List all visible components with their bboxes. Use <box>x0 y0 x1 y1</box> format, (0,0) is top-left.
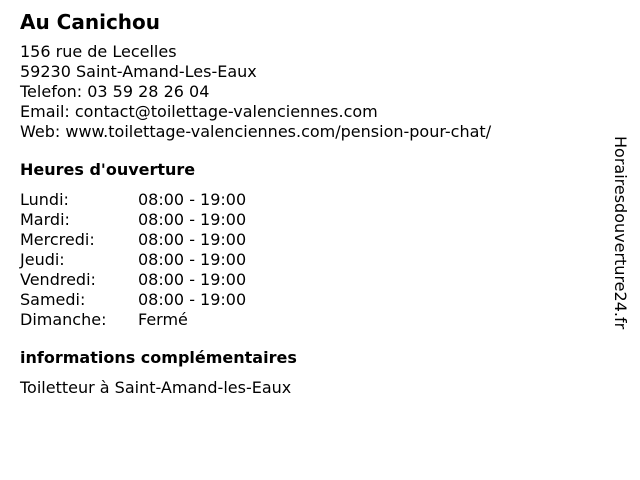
hours-value: 08:00 - 19:00 <box>138 290 247 309</box>
day-label: Jeudi: <box>20 250 65 269</box>
day-label: Vendredi: <box>20 270 96 289</box>
hours-value: 08:00 - 19:00 <box>138 270 247 289</box>
business-name: Au Canichou <box>20 10 161 34</box>
email-label: Email: <box>20 102 70 121</box>
hours-value: 08:00 - 19:00 <box>138 250 247 269</box>
phone-line <box>20 82 600 102</box>
email-address[interactable]: contact@toilettage-valenciennes.com <box>74 102 378 121</box>
hours-row-sunday <box>20 310 600 330</box>
additional-info-text: Toiletteur à Saint-Amand-les-Eaux <box>20 378 292 397</box>
hours-row-tuesday <box>20 210 600 230</box>
day-label: Samedi: <box>20 290 86 309</box>
additional-info-heading: informations complémentaires <box>20 348 297 367</box>
address-line-1: 156 rue de Lecelles <box>20 42 177 61</box>
hours-value: 08:00 - 19:00 <box>138 230 247 249</box>
hours-value: 08:00 - 19:00 <box>138 190 247 209</box>
business-details <box>20 10 600 398</box>
email-line <box>20 102 600 122</box>
website-link[interactable]: www.toilettage-valenciennes.com/pension-pour-chat/ <box>65 122 492 141</box>
hours-row-saturday <box>20 290 600 310</box>
hours-row-friday <box>20 270 600 290</box>
hours-row-monday <box>20 190 600 210</box>
day-label: Dimanche: <box>20 310 107 329</box>
hours-row-wednesday <box>20 230 600 250</box>
hours-row-thursday <box>20 250 600 270</box>
site-watermark: Horairesdouverture24.fr <box>611 136 630 330</box>
day-label: Mardi: <box>20 210 70 229</box>
phone-label: Telefon: <box>20 82 83 101</box>
day-label: Mercredi: <box>20 230 95 249</box>
day-label: Lundi: <box>20 190 69 209</box>
opening-hours-heading: Heures d'ouverture <box>20 160 196 179</box>
hours-value: 08:00 - 19:00 <box>138 210 247 229</box>
address-line-2: 59230 Saint-Amand-Les-Eaux <box>20 62 257 81</box>
hours-value: Fermé <box>138 310 188 329</box>
web-line <box>20 122 600 142</box>
web-label: Web: <box>20 122 61 141</box>
phone-number[interactable]: 03 59 28 26 04 <box>87 82 210 101</box>
